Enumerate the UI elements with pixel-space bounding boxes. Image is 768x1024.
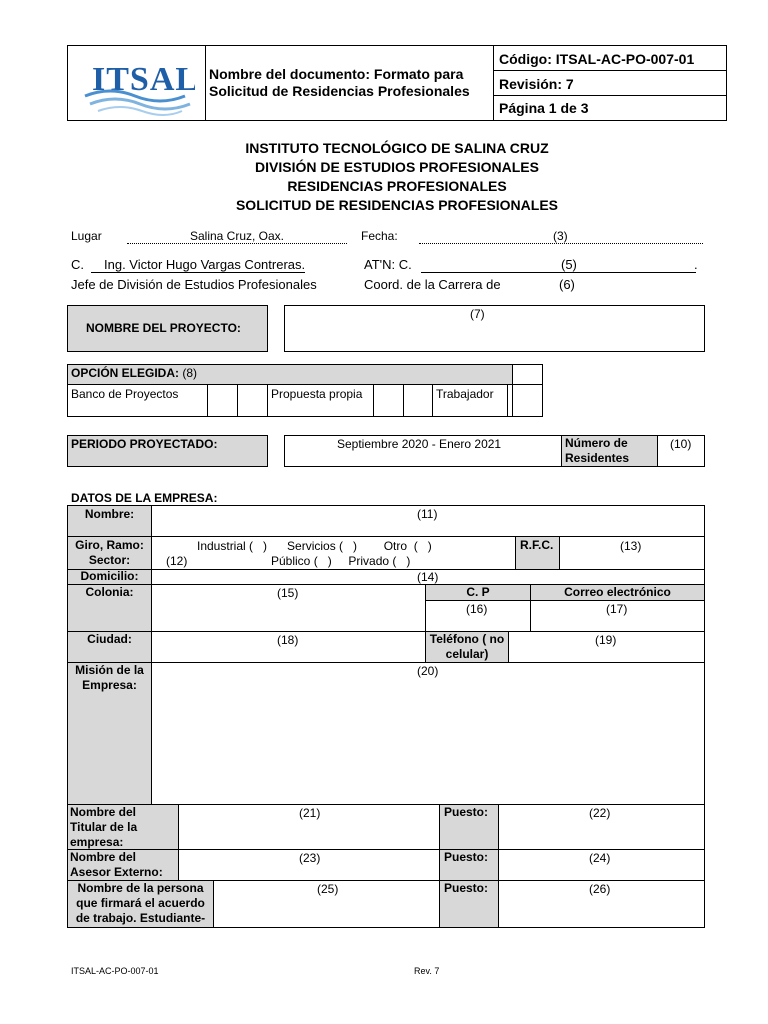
footer-code: ITSAL-AC-PO-007-01 xyxy=(71,966,159,976)
correo-value: (17) xyxy=(606,602,628,616)
firma-value: (25) xyxy=(317,882,339,896)
opcion-header-check xyxy=(512,364,543,385)
residentes-value: (10) xyxy=(670,437,692,451)
firma-label: Nombre de la persona que firmará el acuerdo de trabajo. Estudiante- xyxy=(75,881,206,925)
option-banco: Banco de Proyectos xyxy=(71,387,179,401)
doc-name: Nombre del documento: Formato para Solicitud de Residencias Profesionales xyxy=(209,66,470,99)
giro-num: (12) xyxy=(166,554,188,568)
atn-end: . xyxy=(694,257,698,272)
periodo-label: PERIODO PROYECTADO: xyxy=(71,437,218,451)
telefono-value: (19) xyxy=(595,633,617,647)
title-line: SOLICITUD DE RESIDENCIAS PROFESIONALES xyxy=(235,197,559,213)
title-line: INSTITUTO TECNOLÓGICO DE SALINA CRUZ xyxy=(245,140,549,156)
puesto-label: Puesto: xyxy=(444,850,489,864)
coord-label: Coord. de la Carrera de xyxy=(364,277,501,292)
dest-cargo: Jefe de División de Estudios Profesionales xyxy=(71,277,317,292)
option-trabajador: Trabajador xyxy=(436,387,494,401)
nombre-input[interactable] xyxy=(151,505,705,537)
cp-label: C. P xyxy=(466,585,490,599)
firma-puesto: (26) xyxy=(589,882,611,896)
opcion-title xyxy=(71,366,197,380)
nombre-label: Nombre: xyxy=(84,507,135,521)
empresa-title: DATOS DE LA EMPRESA: xyxy=(71,491,218,505)
titular-puesto-input[interactable] xyxy=(498,804,705,850)
giro-label: Giro, Ramo: Sector: xyxy=(75,538,144,567)
titular-label: Nombre del Titular de la empresa: xyxy=(70,805,138,849)
nombre-value: (11) xyxy=(417,507,438,521)
svg-text:ITSAL: ITSAL xyxy=(92,61,195,98)
mision-value: (20) xyxy=(417,664,439,678)
doc-page: Página 1 de 3 xyxy=(499,100,589,116)
giro-line2: Público ( ) Privado ( ) xyxy=(271,554,411,568)
firma-input[interactable] xyxy=(213,880,440,928)
proyecto-value: (7) xyxy=(470,307,485,321)
doc-code: Código: ITSAL-AC-PO-007-01 xyxy=(499,51,695,67)
doc-revision: Revisión: 7 xyxy=(499,76,574,92)
check-propia[interactable] xyxy=(373,384,404,417)
telefono-label: Teléfono ( no celular) xyxy=(429,632,505,661)
giro-line1: Industrial ( ) Servicios ( ) Otro ( ) xyxy=(197,539,432,553)
domicilio-input[interactable] xyxy=(151,569,705,585)
logo xyxy=(80,50,195,116)
asesor-input[interactable] xyxy=(178,849,440,881)
proyecto-input[interactable] xyxy=(284,305,705,352)
ciudad-label: Ciudad: xyxy=(87,632,132,646)
dest-prefix: C. xyxy=(71,257,84,272)
fecha-value: (3) xyxy=(553,229,568,243)
ciudad-input[interactable] xyxy=(151,631,426,663)
asesor-puesto-input[interactable] xyxy=(498,849,705,881)
giro-input[interactable] xyxy=(151,536,516,570)
mision-input[interactable] xyxy=(151,662,705,805)
fecha-label: Fecha: xyxy=(361,229,398,243)
correo-input[interactable] xyxy=(530,600,705,632)
firma-puesto-input[interactable] xyxy=(498,880,705,928)
puesto-label: Puesto: xyxy=(444,805,489,819)
check-trabajador[interactable] xyxy=(507,384,543,417)
atn-label: AT'N: C. xyxy=(364,257,412,272)
title-line: RESIDENCIAS PROFESIONALES xyxy=(287,178,507,194)
lugar-label: Lugar xyxy=(71,229,102,243)
titles xyxy=(0,139,768,215)
residentes-input[interactable] xyxy=(657,435,705,467)
titular-input[interactable] xyxy=(178,804,440,850)
check-banco[interactable] xyxy=(207,384,238,417)
rfc-label: R.F.C. xyxy=(520,538,554,552)
opcion-num: (8) xyxy=(182,366,198,380)
title-line: DIVISIÓN DE ESTUDIOS PROFESIONALES xyxy=(255,159,539,175)
residentes-label: Número de Residentes xyxy=(565,436,630,465)
atn-value: (5) xyxy=(561,257,577,272)
titular-value: (21) xyxy=(299,806,321,820)
mision-label: Misión de la Empresa: xyxy=(75,663,144,692)
dest-name[interactable]: Ing. Victor Hugo Vargas Contreras. xyxy=(91,257,305,273)
periodo-input[interactable] xyxy=(284,435,562,467)
fecha-field[interactable] xyxy=(419,229,703,244)
asesor-puesto: (24) xyxy=(589,851,611,865)
opcion-label: OPCIÓN ELEGIDA: xyxy=(71,366,180,380)
telefono-input[interactable] xyxy=(508,631,705,663)
cp-value: (16) xyxy=(466,602,488,616)
asesor-label: Nombre del Asesor Externo: xyxy=(70,850,163,879)
correo-label: Correo electrónico xyxy=(564,585,671,599)
colonia-value: (15) xyxy=(277,586,299,600)
option-propia: Propuesta propia xyxy=(271,387,363,401)
footer-rev: Rev. 7 xyxy=(414,966,440,976)
coord-value[interactable]: (6) xyxy=(559,277,575,292)
periodo-value: Septiembre 2020 - Enero 2021 xyxy=(337,437,502,451)
colonia-input[interactable] xyxy=(151,584,426,632)
ciudad-value: (18) xyxy=(277,633,299,647)
rfc-input[interactable] xyxy=(559,536,705,570)
puesto-label: Puesto: xyxy=(444,881,489,895)
colonia-label: Colonia: xyxy=(85,585,134,599)
titular-puesto: (22) xyxy=(589,806,611,820)
domicilio-label: Domicilio: xyxy=(80,569,139,583)
cp-input[interactable] xyxy=(425,600,531,632)
rfc-value: (13) xyxy=(620,539,642,553)
lugar-value[interactable]: Salina Cruz, Oax. xyxy=(127,229,347,244)
proyecto-label: NOMBRE DEL PROYECTO: xyxy=(86,321,241,335)
atn-field[interactable] xyxy=(421,257,696,273)
asesor-value: (23) xyxy=(299,851,321,865)
domicilio-value: (14) xyxy=(417,570,439,584)
